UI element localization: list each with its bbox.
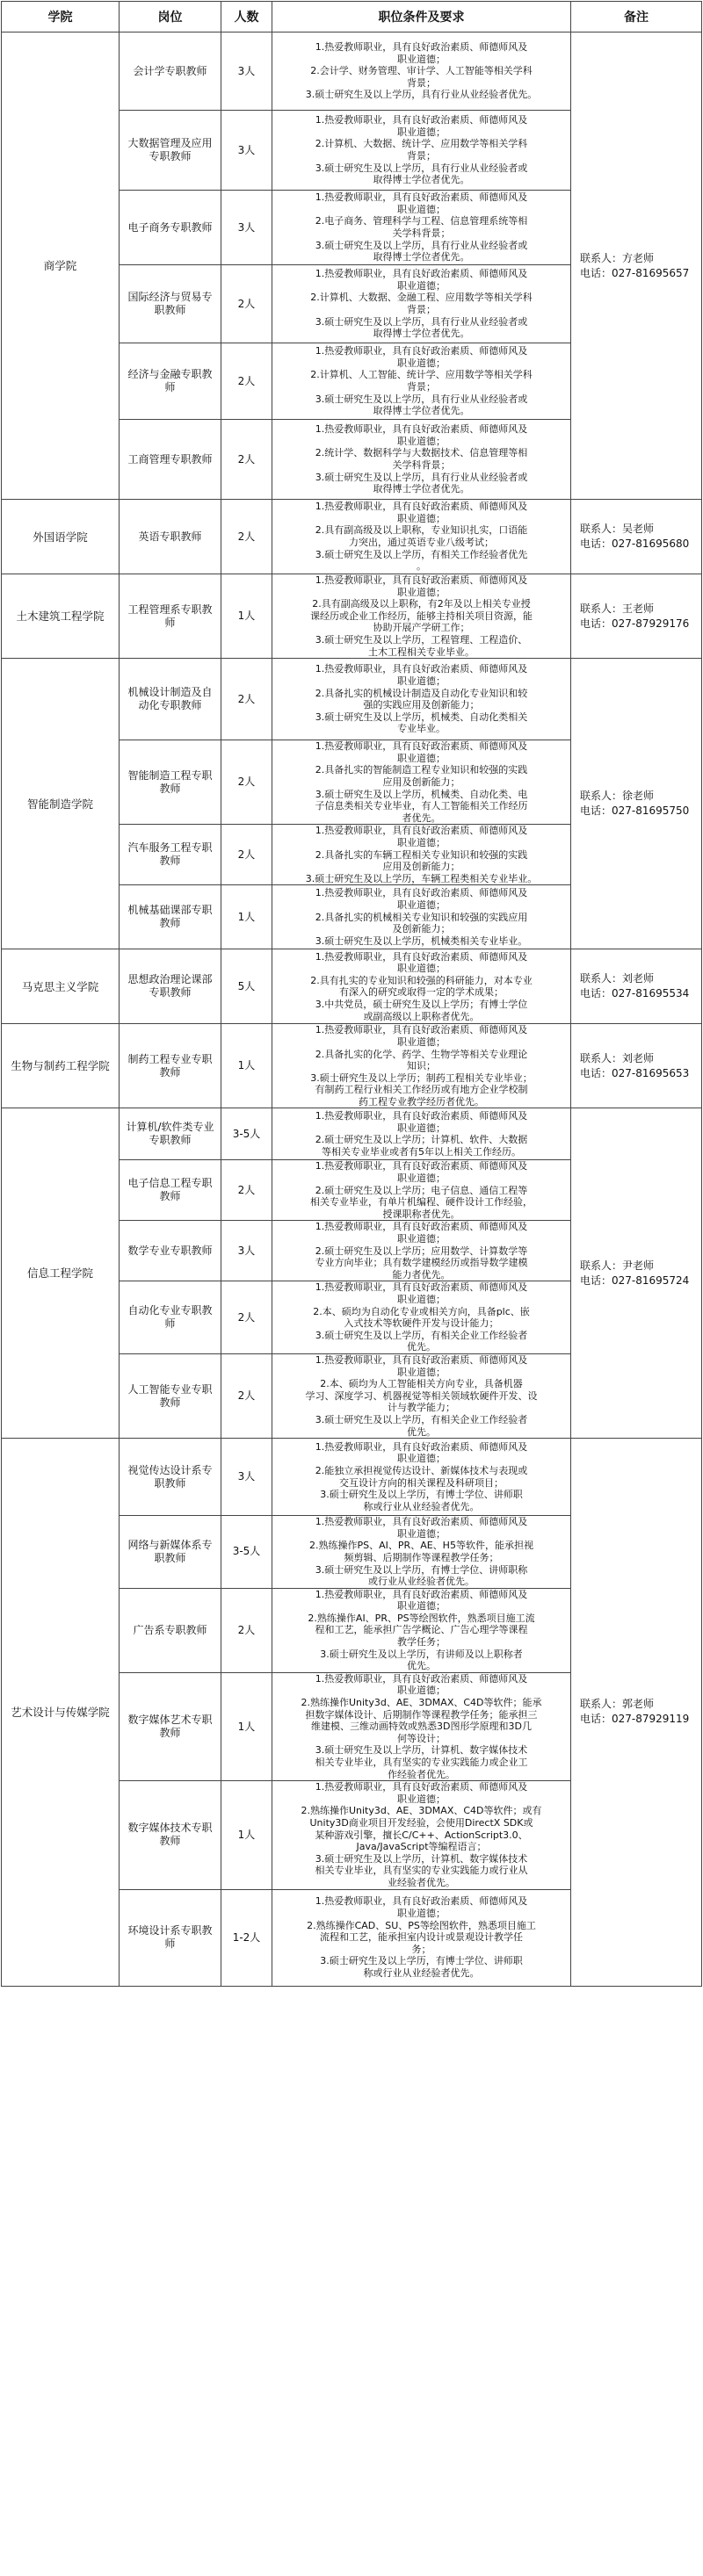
headcount: 2人 — [221, 265, 272, 343]
requirement-line: 1.热爱教师职业，具有良好政治素质、师德师风及 — [315, 1781, 528, 1793]
headcount: 1人 — [221, 574, 272, 659]
headcount: 3人 — [221, 32, 272, 111]
requirement-line: 2.熟练操作Unity3d、AE、3DMAX、C4D等软件；或有 — [301, 1805, 542, 1817]
recruitment-table — [1, 1, 702, 1987]
requirement-line: 职业道德； — [397, 752, 446, 764]
college-name: 马克思主义学院 — [2, 949, 120, 1024]
position-name: 计算机/软件类专业专职教师 — [120, 1108, 221, 1160]
requirement-line: 称或行业从业经验者优先。 — [363, 1967, 480, 1980]
requirements-cell — [272, 1516, 571, 1589]
headcount: 2人 — [221, 1588, 272, 1672]
contact-person: 联系人：方老师 — [580, 251, 655, 264]
header-requirements: 职位条件及要求 — [272, 2, 571, 32]
requirement-line: 2.具有副高级及以上职称，有2年及以上相关专业授 — [312, 598, 531, 610]
requirement-line: 职业道德； — [397, 898, 446, 911]
requirement-line: 职业道德； — [397, 1453, 446, 1465]
position-name: 思想政治理论课部专职教师 — [120, 949, 221, 1024]
requirement-line: 入式技术等软硬件开发与设计能力； — [344, 1317, 499, 1330]
requirement-line: 3.硕士研究生及以上学历，具有行业从业经验者或 — [315, 162, 528, 174]
position-name: 机械基础课部专职教师 — [120, 885, 221, 949]
contact-phone: 电话：027-81695680 — [580, 538, 690, 550]
requirement-line: 维建模、三维动画特效或熟悉3D图形学原理和3D几 — [311, 1721, 532, 1733]
requirement-line: 1.热爱教师职业，具有良好政治素质、师德师风及 — [315, 1221, 528, 1233]
requirement-line: 取得博士学位者优先。 — [373, 483, 470, 495]
requirement-line: 2.计算机、大数据、金融工程、应用数学等相关学科 — [310, 292, 533, 304]
contact-person: 联系人：吴老师 — [580, 523, 655, 535]
college-name: 信息工程学院 — [2, 1108, 120, 1439]
requirement-line: 取得博士学位者优先。 — [373, 174, 470, 186]
position-name: 机械设计制造及自动化专职教师 — [120, 659, 221, 740]
requirement-line: 职业道德； — [397, 1173, 446, 1185]
headcount: 5人 — [221, 949, 272, 1024]
headcount: 1人 — [221, 1024, 272, 1108]
requirement-line: 3.硕士研究生及以上学历，有博士学位、讲师职 — [320, 1955, 523, 1967]
table-body — [2, 32, 702, 1987]
contact-person: 联系人：徐老师 — [580, 790, 655, 803]
requirements-cell — [272, 111, 571, 191]
contact-phone: 电话：027-81695534 — [580, 987, 690, 1000]
contact-phone: 电话：027-81695750 — [580, 805, 690, 818]
table-row — [2, 500, 702, 574]
requirements-cell — [272, 574, 571, 659]
headcount: 2人 — [221, 1160, 272, 1221]
requirement-line: 业经验者优先。 — [388, 1876, 455, 1888]
requirement-line: 知识； — [407, 1060, 436, 1072]
contact-cell — [571, 1439, 702, 1986]
contact-cell — [571, 949, 702, 1024]
requirement-line: 作经验者优先。 — [388, 1768, 455, 1780]
requirement-line: 强的实践应用及创新能力； — [363, 699, 480, 711]
headcount: 2人 — [221, 343, 272, 420]
contact-person: 联系人：刘老师 — [580, 1051, 655, 1064]
requirement-line: 3.硕士研究生及以上学历，具有行业从业经验者或 — [315, 471, 528, 483]
requirement-line: 职业道德； — [397, 675, 446, 687]
contact-cell — [571, 1024, 702, 1108]
requirements-cell — [272, 500, 571, 574]
requirements-cell — [272, 1588, 571, 1672]
requirement-line: 职业道德； — [397, 1908, 446, 1920]
requirement-line: 2.熟练操作CAD、SU、PS等绘图软件，熟悉项目施工 — [307, 1919, 536, 1931]
contact-phone: 电话：027-81695657 — [580, 266, 690, 279]
requirement-line: 或行业从业经验者优先。 — [368, 1576, 475, 1588]
requirement-line: 职业道德； — [397, 1793, 446, 1805]
requirement-line: 频剪辑、后期制作等课程教学任务； — [344, 1551, 499, 1563]
requirement-line: 1.热爱教师职业，具有良好政治素质、师德师风及 — [315, 1672, 528, 1685]
headcount: 2人 — [221, 740, 272, 825]
requirement-line: 1.热爱教师职业，具有良好政治素质、师德师风及 — [315, 1110, 528, 1122]
requirement-line: 1.热爱教师职业，具有良好政治素质、师德师风及 — [315, 1024, 528, 1036]
requirement-line: 3.硕士研究生及以上学历，有博士学位、讲师职称 — [315, 1563, 528, 1576]
requirement-line: 3.硕士研究生及以上学历，机械类、自动化类相关 — [315, 711, 528, 723]
requirements-cell — [272, 420, 571, 500]
requirement-line: 1.热爱教师职业，具有良好政治素质、师德师风及 — [315, 1895, 528, 1908]
requirements-cell — [272, 32, 571, 111]
requirement-line: 背景； — [407, 304, 436, 315]
position-name: 广告系专职教师 — [120, 1588, 221, 1672]
requirement-line: 职业道德； — [397, 53, 446, 65]
table-row — [2, 1024, 702, 1108]
requirement-line: 专业毕业。 — [397, 723, 446, 735]
requirement-line: 务； — [411, 1943, 431, 1955]
requirement-line: 程和工艺，能承担广告学概论、广告心理学等课程 — [315, 1624, 528, 1636]
requirement-line: 3.硕士研究生及以上学历，具有行业从业经验者优先。 — [305, 89, 538, 101]
requirement-line: 3.硕士研究生及以上学历；制药工程相关专业毕业； — [310, 1072, 533, 1084]
requirements-cell — [272, 1439, 571, 1516]
requirement-line: 职业道德； — [397, 1527, 446, 1540]
contact-person: 联系人：刘老师 — [580, 972, 655, 985]
requirement-line: 2.计算机、人工智能、统计学、应用数学等相关学科 — [310, 369, 533, 381]
requirement-line: 2.能独立承担视觉传达设计、新媒体技术与表现或 — [315, 1465, 528, 1477]
requirements-cell — [272, 1108, 571, 1160]
headcount: 2人 — [221, 420, 272, 500]
requirement-line: 子信息类相关专业毕业，有人工智能相关工作经历 — [315, 800, 528, 812]
position-name: 网络与新媒体系专职教师 — [120, 1516, 221, 1589]
position-name: 制药工程专业专职教师 — [120, 1024, 221, 1108]
requirement-line: 3.硕士研究生及以上学历，具有行业从业经验者或 — [315, 393, 528, 405]
requirement-line: 有制药工程行业相关工作经历或有地方企业学校制 — [315, 1084, 528, 1096]
college-name: 生物与制药工程学院 — [2, 1024, 120, 1108]
requirement-line: 教学任务； — [397, 1636, 446, 1649]
requirement-line: 2.熟练操作Unity3d、AE、3DMAX、C4D等软件；能承 — [301, 1697, 542, 1709]
position-name: 大数据管理及应用专职教师 — [120, 111, 221, 191]
requirement-line: 1.热爱教师职业，具有良好政治素质、师德师风及 — [315, 501, 528, 513]
requirement-line: 1.热爱教师职业，具有良好政治素质、师德师风及 — [315, 574, 528, 586]
requirement-line: 2.具备扎实的化学、药学、生物学等相关专业理论 — [315, 1048, 528, 1060]
requirement-line: 药工程专业教学经历者优先。 — [359, 1095, 484, 1108]
table-row — [2, 949, 702, 1024]
requirement-line: 背景； — [407, 381, 436, 393]
requirement-line: 2.硕士研究生及以上学历；应用数学、计算数学等 — [315, 1245, 528, 1257]
requirement-line: 2.具备扎实的机械相关专业知识和较强的实践应用 — [315, 911, 528, 923]
requirement-line: 职业道德； — [397, 586, 446, 598]
requirement-line: 优先。 — [407, 1660, 436, 1672]
requirement-line: 职业道德； — [397, 279, 446, 292]
requirement-line: 2.硕士研究生及以上学历；电子信息、通信工程等 — [315, 1184, 528, 1196]
requirements-cell — [272, 1353, 571, 1438]
table-header-row — [2, 2, 702, 32]
requirement-line: 2.本、硕均为自动化专业或相关方向，具备plc、嵌 — [313, 1305, 530, 1317]
headcount: 2人 — [221, 500, 272, 574]
requirement-line: 职业道德； — [397, 1035, 446, 1048]
requirement-line: 者优先。 — [402, 812, 441, 824]
contact-person: 联系人：王老师 — [580, 602, 655, 615]
college-name: 外国语学院 — [2, 500, 120, 574]
requirements-cell — [272, 1781, 571, 1889]
requirement-line: 3.硕士研究生及以上学历，计算机、数字媒体技术 — [315, 1852, 528, 1865]
requirement-line: 1.热爱教师职业，具有良好政治素质、师德师风及 — [315, 1160, 528, 1173]
requirement-line: 1.热爱教师职业，具有良好政治素质、师德师风及 — [315, 41, 528, 54]
requirement-line: 优先。 — [407, 1341, 436, 1353]
header-count: 人数 — [221, 2, 272, 32]
requirement-line: 职业道德； — [397, 126, 446, 138]
requirement-line: 有深入的研究或取得一定的学术成果； — [339, 986, 504, 999]
requirement-line: 3.硕士研究生及以上学历，有博士学位、讲师职 — [320, 1489, 523, 1501]
contact-cell — [571, 574, 702, 659]
position-name: 经济与金融专职教师 — [120, 343, 221, 420]
requirement-line: 力突出，通过英语专业八级考试； — [349, 537, 494, 548]
requirement-line: 3.硕士研究生及以上学历，机械类相关专业毕业。 — [315, 934, 528, 947]
table-row — [2, 32, 702, 111]
requirement-line: 2.熟练操作AI、PR、PS等绘图软件，熟悉项目施工流 — [308, 1612, 535, 1624]
requirement-line: 1.热爱教师职业，具有良好政治素质、师德师风及 — [315, 1353, 528, 1366]
requirement-line: 2.具备扎实的智能制造工程专业知识和较强的实践 — [315, 764, 528, 776]
requirement-line: 职业道德； — [397, 1366, 446, 1378]
contact-phone: 电话：027-81695653 — [580, 1066, 690, 1079]
requirement-line: 3.硕士研究生及以上学历，具有行业从业经验者或 — [315, 239, 528, 251]
headcount: 2人 — [221, 1353, 272, 1438]
requirement-line: 3.硕士研究生及以上学历，机械类、自动化类、电 — [315, 788, 528, 800]
position-name: 环境设计系专职教师 — [120, 1889, 221, 1986]
requirement-line: 2.电子商务、管理科学与工程、信息管理系统等相 — [315, 215, 528, 227]
position-name: 数字媒体艺术专职教师 — [120, 1672, 221, 1780]
headcount: 3人 — [221, 1439, 272, 1516]
requirement-line: 2.具备扎实的车辆工程相关专业知识和较强的实践 — [315, 848, 528, 861]
requirement-line: 职业道德； — [397, 1685, 446, 1697]
table-row — [2, 1439, 702, 1516]
requirement-line: 3.硕士研究生及以上学历，车辆工程类相关专业毕业。 — [305, 872, 538, 884]
requirement-line: 优先。 — [407, 1425, 436, 1438]
requirement-line: 能力者优先。 — [392, 1268, 451, 1281]
requirement-line: 流程和工艺，能承担室内设计或景观设计教学任 — [320, 1931, 523, 1944]
requirement-line: 学习、深度学习、机器视觉等相关领域软硬件开发、设 — [305, 1389, 538, 1402]
requirement-line: 1.热爱教师职业，具有良好政治素质、师德师风及 — [315, 114, 528, 126]
requirement-line: 职业道德； — [397, 1233, 446, 1245]
requirement-line: 1.热爱教师职业，具有良好政治素质、师德师风及 — [315, 825, 528, 837]
college-name: 智能制造学院 — [2, 659, 120, 949]
headcount: 1人 — [221, 1781, 272, 1889]
header-college: 学院 — [2, 2, 120, 32]
requirements-cell — [272, 1024, 571, 1108]
position-name: 工商管理专职教师 — [120, 420, 221, 500]
requirement-line: 3.硕士研究生及以上学历，有讲师及以上职称者 — [320, 1648, 523, 1660]
requirement-line: 3.硕士研究生及以上学历，有相关企业工作经验者 — [315, 1329, 528, 1341]
college-name: 商学院 — [2, 32, 120, 500]
requirement-line: 何等设计； — [397, 1732, 446, 1744]
position-name: 电子信息工程专职教师 — [120, 1160, 221, 1221]
position-name: 自动化专业专职教师 — [120, 1281, 221, 1354]
requirements-cell — [272, 1221, 571, 1281]
contact-cell — [571, 32, 702, 500]
requirement-line: 取得博士学位者优先。 — [373, 251, 470, 263]
position-name: 国际经济与贸易专职教师 — [120, 265, 221, 343]
header-remarks: 备注 — [571, 2, 702, 32]
requirement-line: 职业道德； — [397, 1600, 446, 1613]
position-name: 工程管理系专职教师 — [120, 574, 221, 659]
table-row — [2, 574, 702, 659]
requirement-line: 2.统计学、数据科学与大数据技术、信息管理等相 — [315, 447, 528, 459]
requirement-line: 1.热爱教师职业，具有良好政治素质、师德师风及 — [315, 268, 528, 280]
requirement-line: 交互设计方向的相关课程及科研项目； — [339, 1476, 504, 1489]
requirement-line: 职业道德； — [397, 963, 446, 975]
requirement-line: 3.硕士研究生及以上学历，计算机、数字媒体技术 — [315, 1744, 528, 1757]
requirement-line: 职业道德； — [397, 1294, 446, 1305]
requirement-line: 及创新能力； — [392, 923, 451, 935]
contact-cell — [571, 659, 702, 949]
contact-phone: 电话：027-81695724 — [580, 1274, 690, 1287]
position-name: 会计学专职教师 — [120, 32, 221, 111]
requirement-line: 2.硕士研究生及以上学历；计算机、软件、大数据 — [315, 1134, 528, 1146]
requirement-line: 背景； — [407, 76, 436, 89]
college-name: 土木建筑工程学院 — [2, 574, 120, 659]
requirement-line: 1.热爱教师职业，具有良好政治素质、师德师风及 — [315, 345, 528, 357]
requirement-line: 专业方向毕业；具有数学建模经历或指导数学建模 — [315, 1257, 528, 1269]
requirement-line: 3.硕士研究生及以上学历，工程管理、工程造价、 — [315, 633, 528, 646]
position-name: 智能制造工程专职教师 — [120, 740, 221, 825]
requirement-line: 课经历或企业工作经历，能够主持相关项目资源，能 — [310, 610, 533, 622]
requirement-line: 职业道德； — [397, 1122, 446, 1134]
requirement-line: 相关专业毕业，具有坚实的专业实践能力或企业工 — [315, 1757, 528, 1768]
contact-person: 联系人：郭老师 — [580, 1698, 655, 1711]
requirements-cell — [272, 740, 571, 825]
page — [0, 1, 703, 2576]
headcount: 2人 — [221, 825, 272, 885]
requirement-line: 3.硕士研究生及以上学历，有相关企业工作经验者 — [315, 1413, 528, 1425]
requirement-line: 土木工程相关专业毕业。 — [368, 646, 475, 658]
requirement-line: 1.热爱教师职业，具有良好政治素质、师德师风及 — [315, 950, 528, 963]
headcount: 1人 — [221, 1672, 272, 1780]
contact-cell — [571, 500, 702, 574]
requirement-line: 授课职称者优先。 — [382, 1208, 460, 1220]
requirement-line: 2.会计学、财务管理、审计学、人工智能等相关学科 — [310, 65, 533, 77]
headcount: 3人 — [221, 111, 272, 191]
requirement-line: 相关专业毕业，有单片机编程、硬件设计工作经验， — [310, 1196, 533, 1209]
contact-phone: 电话：027-87929176 — [580, 617, 690, 630]
requirement-line: 或副高级以上职称者优先。 — [363, 1010, 480, 1022]
requirement-line: 等相关专业毕业或者有5年以上相关工作经历。 — [322, 1146, 521, 1158]
requirements-cell — [272, 659, 571, 740]
position-name: 人工智能专业专职教师 — [120, 1353, 221, 1438]
position-name: 数学专业专职教师 — [120, 1221, 221, 1281]
requirement-line: 取得博士学位者优先。 — [373, 405, 470, 417]
headcount: 1-2人 — [221, 1889, 272, 1986]
headcount: 3-5人 — [221, 1108, 272, 1160]
requirement-line: 3.硕士研究生及以上学历，具有行业从业经验者或 — [315, 315, 528, 328]
requirement-line: 1.热爱教师职业，具有良好政治素质、师德师风及 — [315, 1588, 528, 1600]
requirement-line: 2.具有副高级及以上职称，专业知识扎实，口语能 — [315, 524, 528, 537]
requirement-line: 职业道德； — [397, 836, 446, 848]
headcount: 3人 — [221, 191, 272, 265]
position-name: 汽车服务工程专职教师 — [120, 825, 221, 885]
requirement-line: 担数字媒体设计、后期制作等课程教学任务；能承担三 — [305, 1708, 538, 1721]
requirement-line: Unity3D商业项目开发经验，会使用DirectX SDK或 — [309, 1816, 533, 1829]
requirements-cell — [272, 343, 571, 420]
requirement-line: 2.本、硕均为人工智能相关方向专业，具备机器 — [320, 1378, 523, 1390]
requirements-cell — [272, 885, 571, 949]
requirement-line: 职业道德； — [397, 435, 446, 447]
requirements-cell — [272, 191, 571, 265]
requirement-line: 某种游戏引擎，擅长C/C++、ActionScript3.0、 — [315, 1829, 528, 1841]
headcount: 3-5人 — [221, 1516, 272, 1589]
requirement-line: 1.热爱教师职业，具有良好政治素质、师德师风及 — [315, 191, 528, 204]
requirement-line: Java/JavaScript等编程语言； — [356, 1841, 487, 1853]
requirements-cell — [272, 1281, 571, 1354]
requirement-line: 1.热爱教师职业，具有良好政治素质、师德师风及 — [315, 663, 528, 675]
requirement-line: 3.硕士研究生及以上学历，有相关工作经验者优先 — [315, 548, 528, 560]
requirement-line: 职业道德； — [397, 512, 446, 524]
requirement-line: 1.热爱教师职业，具有良好政治素质、师德师风及 — [315, 1516, 528, 1528]
requirement-line: 1.热爱教师职业，具有良好政治素质、师德师风及 — [315, 1281, 528, 1294]
requirement-line: 职业道德； — [397, 203, 446, 215]
requirement-line: 称或行业从业经验者优先。 — [363, 1500, 480, 1512]
requirements-cell — [272, 1672, 571, 1780]
headcount: 1人 — [221, 885, 272, 949]
header-position: 岗位 — [120, 2, 221, 32]
requirement-line: 2.具有扎实的专业知识和较强的科研能力，对本专业 — [310, 974, 533, 986]
position-name: 视觉传达设计系专职教师 — [120, 1439, 221, 1516]
requirement-line: 应用及创新能力； — [382, 861, 460, 873]
requirement-line: 1.热爱教师职业，具有良好政治素质、师德师风及 — [315, 887, 528, 899]
position-name: 数字媒体技术专职教师 — [120, 1781, 221, 1889]
headcount: 3人 — [221, 1221, 272, 1281]
headcount: 2人 — [221, 659, 272, 740]
position-name: 电子商务专职教师 — [120, 191, 221, 265]
requirement-line: 2.计算机、大数据、统计学、应用数学等相关学科 — [315, 138, 528, 150]
requirement-line: 背景； — [407, 150, 436, 162]
requirement-line: 2.熟练操作PS、AI、PR、AE、H5等软件，能承担视 — [309, 1540, 533, 1552]
contact-phone: 电话：027-87929119 — [580, 1713, 690, 1726]
requirement-line: 。 — [417, 560, 426, 573]
requirements-cell — [272, 949, 571, 1024]
requirement-line: 职业道德； — [397, 357, 446, 369]
requirement-line: 取得博士学位者优先。 — [373, 328, 470, 340]
table-row — [2, 659, 702, 740]
requirement-line: 2.具备扎实的机械设计制造及自动化专业知识和较 — [315, 687, 528, 699]
requirement-line: 关学科背景； — [392, 227, 451, 239]
requirements-cell — [272, 825, 571, 885]
requirement-line: 关学科背景； — [392, 459, 451, 471]
requirement-line: 1.热爱教师职业，具有良好政治素质、师德师风及 — [315, 740, 528, 753]
requirement-line: 相关专业毕业，具有坚实的专业实践能力或行业从 — [315, 1865, 528, 1877]
requirement-line: 协助开展产学研工作； — [373, 622, 470, 634]
requirements-cell — [272, 1160, 571, 1221]
contact-person: 联系人：尹老师 — [580, 1259, 655, 1272]
requirements-cell — [272, 1889, 571, 1986]
requirement-line: 计与教学能力； — [388, 1402, 455, 1414]
position-name: 英语专职教师 — [120, 500, 221, 574]
table-row — [2, 1108, 702, 1160]
college-name: 艺术设计与传媒学院 — [2, 1439, 120, 1986]
requirement-line: 1.热爱教师职业，具有良好政治素质、师德师风及 — [315, 423, 528, 436]
requirement-line: 3.中共党员，硕士研究生及以上学历；有博士学位 — [315, 998, 528, 1010]
requirement-line: 1.热爱教师职业，具有良好政治素质、师德师风及 — [315, 1440, 528, 1453]
requirements-cell — [272, 265, 571, 343]
headcount: 2人 — [221, 1281, 272, 1354]
contact-cell — [571, 1108, 702, 1439]
requirement-line: 应用及创新能力； — [382, 776, 460, 788]
